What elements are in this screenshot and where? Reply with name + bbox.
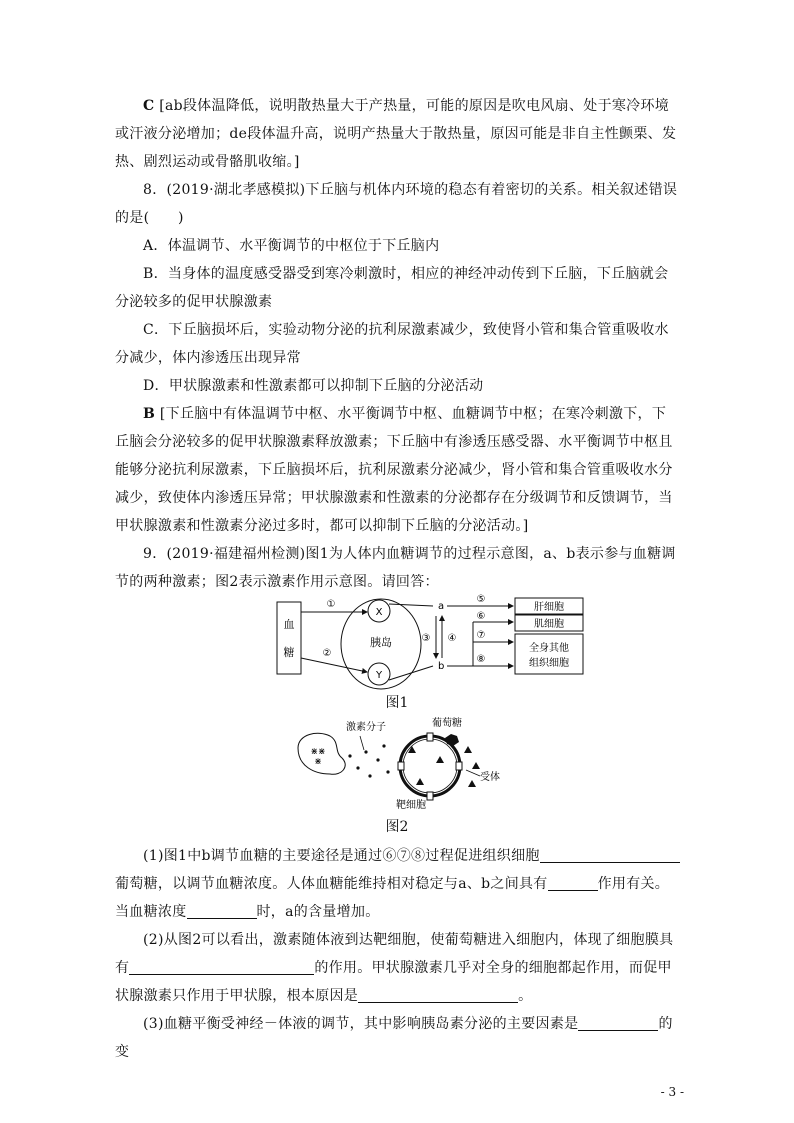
q7-answer-letter: C bbox=[143, 98, 155, 114]
figure-1-caption: 图1 bbox=[385, 695, 409, 711]
muscle-cell-label: 肌细胞 bbox=[534, 619, 564, 630]
q7-answer-text: [ab段体温降低，说明散热量大于产热量，可能的原因是吹电风扇、处于寒冷环境或汗液分泌增加；de段体温升高，说明产热量大于散热量，原因可能是非自主性颤栗、发热、剧烈运动或骨骼肌收缩。] bbox=[115, 98, 677, 170]
q9-sub1 bbox=[115, 842, 680, 926]
q8-option-b: B．当身体的温度感受器受到寒冷刺激时，相应的神经冲动传到下丘脑，下丘脑就会分泌较多的促甲状腺激素 bbox=[115, 266, 669, 310]
liver-cell-label: 肝细胞 bbox=[534, 602, 564, 613]
y-cell-label: Y bbox=[375, 670, 383, 681]
figure-2-caption: 图2 bbox=[385, 819, 409, 835]
q9-sub1-part-a: (1)图1中b调节血糖的主要途径是通过⑥⑦⑧过程促进组织细胞 bbox=[143, 848, 540, 864]
answer-blank[interactable] bbox=[239, 958, 314, 975]
q8-answer-text: [下丘脑中有体温调节中枢、水平衡调节中枢、血糖调节中枢；在寒冷刺激下，下丘脑会分泌较多的促甲状腺激素释放激素；下丘脑中有渗透压感受器、水平衡调节中枢且能够分泌抗利尿激素，下丘脑损坏后，抗利尿激素分泌减少，肾小管和集合管重吸收水分减少，致使体内渗透压异常；甲状腺激素和性激素的分泌都存在分级调节和反馈调节，当甲状腺激素和性激素分泌过多时，都可以抑制下丘脑的分泌活动。] bbox=[115, 406, 673, 534]
answer-blank[interactable] bbox=[548, 874, 598, 891]
glucose-label: 葡萄糖 bbox=[432, 718, 462, 729]
q8-answer-paragraph bbox=[115, 400, 680, 540]
target-cell-label: 靶细胞 bbox=[396, 800, 426, 811]
q7-answer-paragraph bbox=[115, 92, 680, 176]
answer-blank[interactable] bbox=[129, 958, 239, 975]
q8-option-c: C．下丘脑损坏后，实验动物分泌的抗利尿激素减少，致使肾小管和集合管重吸收水分减少，体内渗透压出现异常 bbox=[115, 322, 669, 366]
q8-option-a: A．体温调节、水平衡调节的中枢位于下丘脑内 bbox=[143, 238, 440, 254]
q9-sub1-part-d: 时，a的含量增加。 bbox=[256, 904, 380, 920]
step-8: ⑧ bbox=[476, 654, 486, 665]
secretion-molecules-icon: ⋇⋇ bbox=[310, 747, 326, 757]
page-number: - 3 - bbox=[660, 1085, 684, 1099]
answer-blank[interactable] bbox=[578, 1014, 658, 1031]
receptor-label: 受体 bbox=[480, 772, 500, 783]
answer-blank[interactable] bbox=[620, 846, 680, 863]
q9-sub1-part-c: 作用有关。当血糖浓度 bbox=[115, 876, 670, 920]
answer-blank[interactable] bbox=[358, 986, 518, 1003]
q9-sub2 bbox=[115, 926, 680, 1010]
step-7: ⑦ bbox=[476, 630, 486, 641]
step-1: ① bbox=[326, 599, 336, 610]
q8-option-d: D．甲状腺激素和性激素都可以抑制下丘脑的分泌活动 bbox=[143, 378, 484, 394]
answer-blank[interactable] bbox=[187, 902, 257, 919]
q8-answer-letter: B bbox=[143, 406, 156, 422]
hormone-a-label: a bbox=[438, 601, 445, 612]
step-6: ⑥ bbox=[476, 611, 486, 622]
blood-label-2: 糖 bbox=[283, 646, 295, 659]
x-cell-label: X bbox=[375, 607, 383, 618]
q9-sub1-part-b: 葡萄糖，以调节血糖浓度。人体血糖能维持相对稳定与a、b之间具有 bbox=[115, 876, 548, 892]
answer-blank[interactable] bbox=[540, 846, 620, 863]
q9-stem: 9．(2019·福建福州检测)图1为人体内血糖调节的过程示意图，a、b表示参与血糖调节的两种激素；图2表示激素作用示意图。请回答： bbox=[115, 546, 676, 590]
q9-sub3 bbox=[115, 1010, 680, 1066]
step-4: ④ bbox=[447, 633, 457, 644]
figure-1-diagram bbox=[275, 594, 590, 694]
blood-label-1: 血 bbox=[283, 618, 295, 631]
q9-sub2-part-a: (2)从图2可以看出，激素随体液到达靶细胞，使葡萄糖进入细胞内，体现了细胞膜具有 bbox=[115, 932, 674, 976]
hormone-molecule-label: 激素分子 bbox=[346, 722, 386, 733]
q8-stem: 8．(2019·湖北孝感模拟)下丘脑与机体内环境的稳态有着密切的关系。相关叙述错误的是( ) bbox=[115, 182, 678, 226]
other-cells-label-1: 全身其他 bbox=[529, 643, 569, 654]
q9-sub3-part-b: 的变 bbox=[115, 1016, 673, 1060]
other-cells-label-2: 组织细胞 bbox=[529, 658, 569, 669]
q9-sub2-part-b: 的作用。甲状腺激素几乎对全身的细胞都起作用，而促甲状腺激素只作用于甲状腺，根本原因是 bbox=[115, 960, 672, 1004]
step-2: ② bbox=[322, 648, 332, 659]
q9-sub3-part-a: (3)血糖平衡受神经－体液的调节，其中影响胰岛素分泌的主要因素是 bbox=[143, 1016, 579, 1032]
step-5: ⑤ bbox=[476, 594, 486, 605]
svg-text:⋇: ⋇ bbox=[314, 757, 322, 767]
step-3: ③ bbox=[421, 633, 431, 644]
q9-sub2-part-c: 。 bbox=[518, 988, 533, 1004]
islet-label: 胰岛 bbox=[370, 636, 392, 649]
hormone-b-label: b bbox=[438, 661, 445, 672]
figure-2-diagram bbox=[290, 716, 520, 811]
